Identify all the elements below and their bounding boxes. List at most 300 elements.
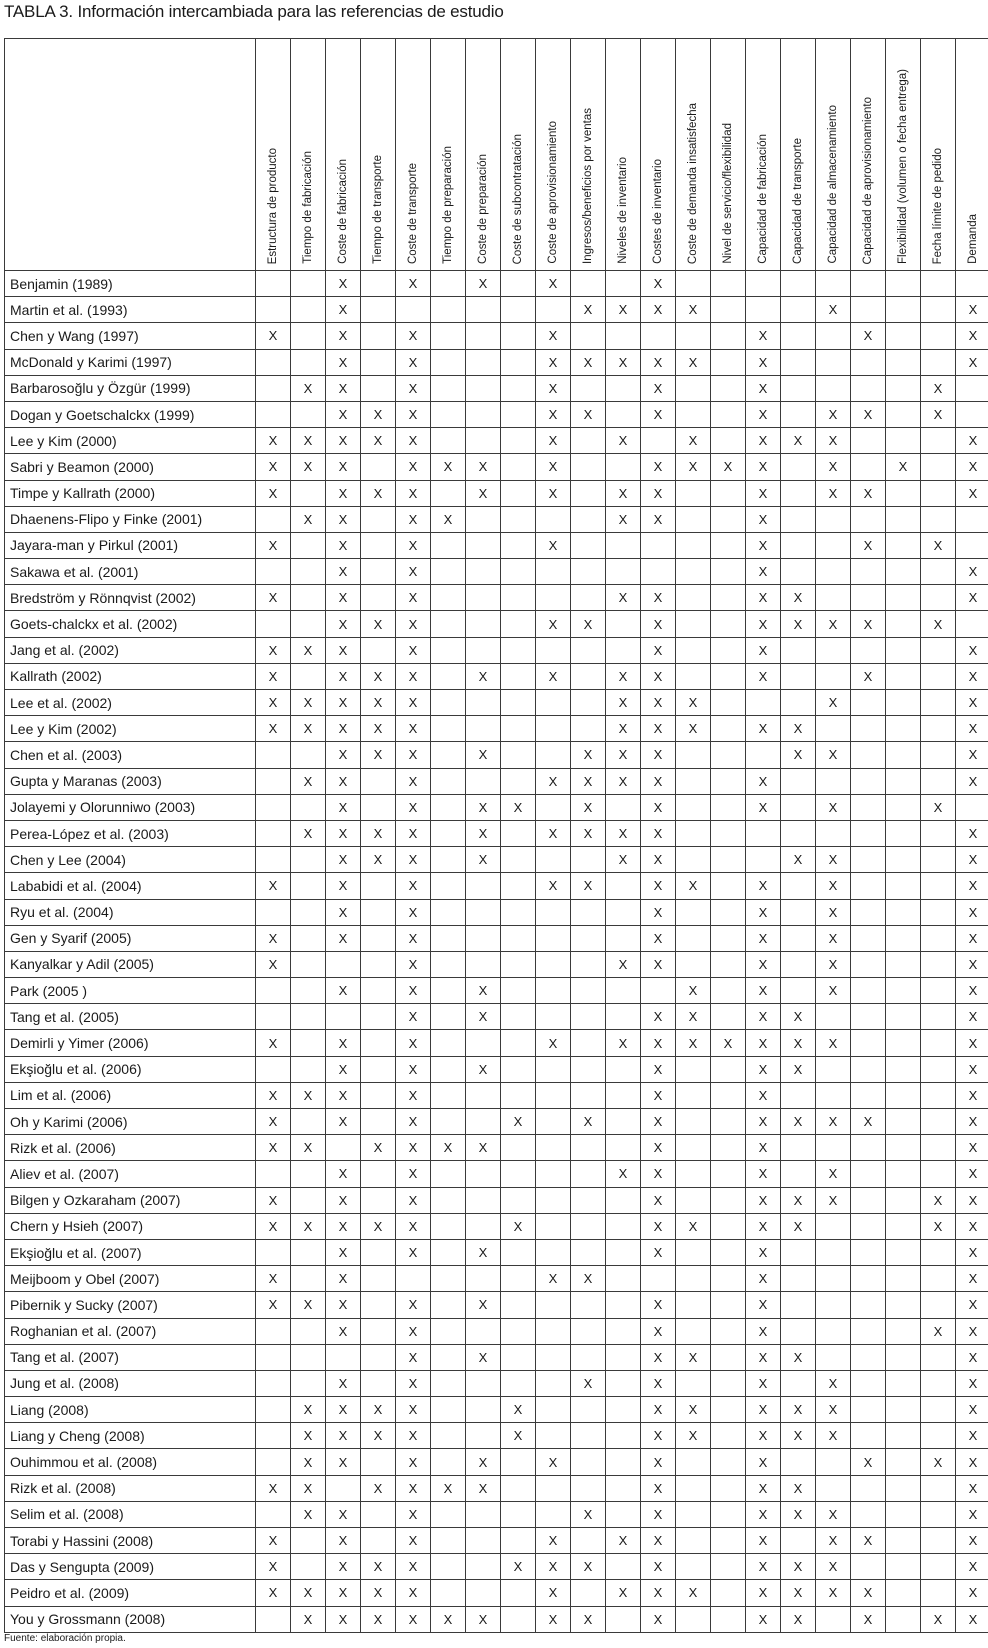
mark-cell (571, 1239, 606, 1265)
mark-cell: X (291, 1501, 326, 1527)
mark-cell (291, 1004, 326, 1030)
mark-cell (851, 1501, 886, 1527)
mark-cell (536, 690, 571, 716)
mark-cell: X (326, 1528, 361, 1554)
mark-cell: X (676, 349, 711, 375)
mark-cell (501, 1528, 536, 1554)
mark-cell (606, 1004, 641, 1030)
table-row (5, 794, 988, 820)
mark-cell (571, 716, 606, 742)
mark-cell (921, 1004, 956, 1030)
mark-cell (536, 1187, 571, 1213)
mark-cell: X (326, 1213, 361, 1239)
mark-cell (571, 1187, 606, 1213)
mark-cell (781, 480, 816, 506)
reference-name: Rizk et al. (2008) (5, 1475, 256, 1501)
mark-cell (816, 1213, 851, 1239)
mark-cell (291, 1161, 326, 1187)
mark-cell: X (396, 637, 431, 663)
mark-cell: X (781, 1423, 816, 1449)
mark-cell (711, 1397, 746, 1423)
mark-cell: X (256, 1528, 291, 1554)
mark-cell (501, 323, 536, 349)
mark-cell (501, 428, 536, 454)
mark-cell (431, 1397, 466, 1423)
mark-cell: X (256, 637, 291, 663)
mark-cell (571, 1004, 606, 1030)
mark-cell (571, 1580, 606, 1606)
mark-cell: X (396, 271, 431, 297)
mark-cell (851, 1004, 886, 1030)
mark-cell (431, 1528, 466, 1554)
reference-name: Roghanian et al. (2007) (5, 1318, 256, 1344)
mark-cell (606, 611, 641, 637)
mark-cell: X (641, 375, 676, 401)
mark-cell (536, 506, 571, 532)
mark-cell (606, 1423, 641, 1449)
mark-cell: X (291, 506, 326, 532)
mark-cell (886, 349, 921, 375)
mark-cell: X (641, 1580, 676, 1606)
mark-cell: X (396, 716, 431, 742)
mark-cell (291, 899, 326, 925)
mark-cell: X (956, 873, 988, 899)
mark-cell (291, 742, 326, 768)
mark-cell (886, 1580, 921, 1606)
mark-cell: X (396, 1554, 431, 1580)
mark-cell: X (956, 1187, 988, 1213)
mark-cell (851, 1423, 886, 1449)
mark-cell (361, 532, 396, 558)
mark-cell (711, 1056, 746, 1082)
mark-cell: X (781, 1187, 816, 1213)
mark-cell (711, 1292, 746, 1318)
mark-cell (466, 559, 501, 585)
mark-cell (711, 1318, 746, 1344)
mark-cell: X (396, 375, 431, 401)
reference-name: Liang y Cheng (2008) (5, 1423, 256, 1449)
mark-cell (921, 1370, 956, 1396)
mark-cell (886, 1082, 921, 1108)
mark-cell: X (396, 1606, 431, 1632)
mark-cell (886, 899, 921, 925)
mark-cell (676, 532, 711, 558)
mark-cell: X (326, 742, 361, 768)
mark-cell (886, 742, 921, 768)
mark-cell: X (641, 847, 676, 873)
mark-cell (676, 1135, 711, 1161)
mark-cell: X (816, 742, 851, 768)
mark-cell (431, 349, 466, 375)
mark-cell: X (606, 663, 641, 689)
column-header-label: Fecha límite de pedido (932, 147, 944, 264)
mark-cell: X (746, 873, 781, 899)
mark-cell (291, 978, 326, 1004)
mark-cell (501, 532, 536, 558)
mark-cell (711, 820, 746, 846)
reference-name: Perea-López et al. (2003) (5, 820, 256, 846)
mark-cell: X (361, 690, 396, 716)
mark-cell: X (326, 585, 361, 611)
table-row (5, 1318, 988, 1344)
mark-cell (291, 559, 326, 585)
mark-cell (921, 1056, 956, 1082)
mark-cell: X (851, 611, 886, 637)
mark-cell: X (956, 1082, 988, 1108)
mark-cell: X (711, 1030, 746, 1056)
mark-cell: X (396, 873, 431, 899)
mark-cell: X (641, 1135, 676, 1161)
mark-cell (641, 428, 676, 454)
mark-cell: X (781, 1397, 816, 1423)
table-row (5, 899, 988, 925)
mark-cell: X (641, 820, 676, 846)
mark-cell (781, 925, 816, 951)
mark-cell: X (326, 297, 361, 323)
mark-cell: X (956, 637, 988, 663)
mark-cell (466, 532, 501, 558)
mark-cell (536, 1475, 571, 1501)
reference-name: Ouhimmou et al. (2008) (5, 1449, 256, 1475)
mark-cell: X (746, 401, 781, 427)
mark-cell: X (361, 1580, 396, 1606)
reference-name: Oh y Karimi (2006) (5, 1109, 256, 1135)
mark-cell: X (956, 847, 988, 873)
mark-cell (606, 1239, 641, 1265)
mark-cell: X (956, 951, 988, 977)
mark-cell: X (291, 820, 326, 846)
mark-cell: X (396, 794, 431, 820)
mark-cell: X (956, 742, 988, 768)
mark-cell (676, 559, 711, 585)
mark-cell: X (256, 1109, 291, 1135)
mark-cell: X (291, 454, 326, 480)
mark-cell: X (641, 637, 676, 663)
mark-cell: X (746, 1423, 781, 1449)
mark-cell (711, 506, 746, 532)
mark-cell (851, 690, 886, 716)
mark-cell (256, 375, 291, 401)
mark-cell (361, 1109, 396, 1135)
mark-cell (956, 532, 988, 558)
table-row (5, 1449, 988, 1475)
reference-name: Lim et al. (2006) (5, 1082, 256, 1108)
mark-cell: X (641, 1528, 676, 1554)
table-row (5, 1580, 988, 1606)
mark-cell: X (816, 428, 851, 454)
mark-cell: X (466, 1135, 501, 1161)
column-header (501, 39, 536, 271)
mark-cell: X (606, 428, 641, 454)
mark-cell (501, 663, 536, 689)
mark-cell (256, 978, 291, 1004)
mark-cell (781, 768, 816, 794)
mark-cell: X (326, 1423, 361, 1449)
mark-cell (501, 271, 536, 297)
mark-cell: X (746, 899, 781, 925)
mark-cell (361, 375, 396, 401)
mark-cell (501, 951, 536, 977)
mark-cell (606, 978, 641, 1004)
mark-cell: X (851, 1528, 886, 1554)
column-header-label: Capacidad de transporte (792, 138, 804, 264)
mark-cell (676, 663, 711, 689)
mark-cell (886, 1370, 921, 1396)
mark-cell (781, 1449, 816, 1475)
mark-cell (606, 1213, 641, 1239)
mark-cell (501, 1187, 536, 1213)
mark-cell (781, 690, 816, 716)
mark-cell: X (641, 349, 676, 375)
mark-cell: X (641, 401, 676, 427)
mark-cell (886, 1239, 921, 1265)
mark-cell (466, 401, 501, 427)
mark-cell: X (746, 1580, 781, 1606)
mark-cell: X (781, 1606, 816, 1632)
mark-cell: X (536, 454, 571, 480)
mark-cell (361, 1501, 396, 1527)
mark-cell (606, 1109, 641, 1135)
mark-cell (536, 1161, 571, 1187)
mark-cell (886, 506, 921, 532)
mark-cell (291, 1344, 326, 1370)
mark-cell (781, 506, 816, 532)
column-header-label: Capacidad de aprovisionamiento (862, 96, 874, 264)
mark-cell (816, 375, 851, 401)
mark-cell (676, 899, 711, 925)
mark-cell: X (536, 375, 571, 401)
mark-cell (851, 297, 886, 323)
mark-cell: X (676, 716, 711, 742)
mark-cell (536, 1135, 571, 1161)
table-row (5, 271, 988, 297)
mark-cell: X (956, 1135, 988, 1161)
mark-cell (851, 428, 886, 454)
reference-name: Barbarosoğlu y Özgür (1999) (5, 375, 256, 401)
mark-cell (921, 428, 956, 454)
mark-cell (431, 873, 466, 899)
table-row (5, 480, 988, 506)
mark-cell (711, 480, 746, 506)
mark-cell: X (746, 428, 781, 454)
mark-cell (536, 297, 571, 323)
mark-cell (886, 1292, 921, 1318)
mark-cell (361, 506, 396, 532)
mark-cell (431, 428, 466, 454)
mark-cell (921, 559, 956, 585)
mark-cell (536, 1004, 571, 1030)
mark-cell: X (256, 1266, 291, 1292)
mark-cell (536, 559, 571, 585)
mark-cell: X (291, 1292, 326, 1318)
mark-cell: X (606, 690, 641, 716)
mark-cell: X (746, 1213, 781, 1239)
mark-cell (256, 1449, 291, 1475)
mark-cell (361, 1266, 396, 1292)
mark-cell (536, 847, 571, 873)
mark-cell (431, 375, 466, 401)
mark-cell: X (466, 820, 501, 846)
mark-cell (571, 428, 606, 454)
mark-cell: X (641, 1370, 676, 1396)
mark-cell: X (816, 899, 851, 925)
mark-cell: X (956, 585, 988, 611)
mark-cell: X (746, 1239, 781, 1265)
table-row (5, 1082, 988, 1108)
mark-cell: X (606, 297, 641, 323)
mark-cell: X (676, 1423, 711, 1449)
mark-cell: X (326, 1370, 361, 1396)
mark-cell (641, 532, 676, 558)
mark-cell (886, 585, 921, 611)
mark-cell: X (641, 1082, 676, 1108)
mark-cell (711, 349, 746, 375)
mark-cell (781, 454, 816, 480)
mark-cell (466, 1213, 501, 1239)
mark-cell (816, 637, 851, 663)
mark-cell (501, 1030, 536, 1056)
table-row (5, 1344, 988, 1370)
mark-cell (886, 847, 921, 873)
mark-cell: X (536, 1580, 571, 1606)
mark-cell: X (746, 1606, 781, 1632)
mark-cell: X (851, 1580, 886, 1606)
mark-cell (571, 1397, 606, 1423)
mark-cell (571, 1475, 606, 1501)
table-row (5, 925, 988, 951)
mark-cell (816, 532, 851, 558)
mark-cell (781, 271, 816, 297)
column-header (711, 39, 746, 271)
mark-cell (256, 611, 291, 637)
mark-cell: X (396, 480, 431, 506)
mark-cell (781, 1318, 816, 1344)
mark-cell (536, 899, 571, 925)
reference-name: Gen y Syarif (2005) (5, 925, 256, 951)
mark-cell: X (256, 585, 291, 611)
mark-cell (326, 1004, 361, 1030)
mark-cell (431, 663, 466, 689)
column-header-label: Demanda (967, 214, 979, 264)
mark-cell: X (571, 1554, 606, 1580)
mark-cell: X (746, 1056, 781, 1082)
table-row (5, 532, 988, 558)
mark-cell (641, 323, 676, 349)
mark-cell (571, 847, 606, 873)
mark-cell (571, 585, 606, 611)
mark-cell (291, 401, 326, 427)
header-row (5, 39, 988, 271)
mark-cell (921, 978, 956, 1004)
mark-cell (466, 1082, 501, 1108)
mark-cell (606, 1606, 641, 1632)
mark-cell (921, 271, 956, 297)
mark-cell (851, 1161, 886, 1187)
mark-cell: X (746, 1501, 781, 1527)
mark-cell: X (641, 663, 676, 689)
reference-name: Park (2005 ) (5, 978, 256, 1004)
mark-cell (886, 768, 921, 794)
mark-cell (466, 349, 501, 375)
mark-cell (956, 401, 988, 427)
mark-cell: X (746, 1397, 781, 1423)
mark-cell: X (746, 925, 781, 951)
mark-cell (466, 585, 501, 611)
mark-cell (676, 847, 711, 873)
mark-cell: X (606, 480, 641, 506)
mark-cell (361, 1528, 396, 1554)
mark-cell: X (746, 978, 781, 1004)
mark-cell (256, 401, 291, 427)
column-header (431, 39, 466, 271)
mark-cell (431, 768, 466, 794)
reference-name: Tang et al. (2007) (5, 1344, 256, 1370)
mark-cell: X (361, 611, 396, 637)
mark-cell (676, 323, 711, 349)
mark-cell: X (781, 1213, 816, 1239)
mark-cell: X (326, 847, 361, 873)
mark-cell: X (326, 1580, 361, 1606)
reference-name: McDonald y Karimi (1997) (5, 349, 256, 375)
mark-cell (606, 271, 641, 297)
mark-cell: X (676, 690, 711, 716)
mark-cell (466, 1397, 501, 1423)
mark-cell (781, 794, 816, 820)
mark-cell: X (676, 1004, 711, 1030)
mark-cell (291, 951, 326, 977)
mark-cell (606, 1449, 641, 1475)
table-row (5, 978, 988, 1004)
mark-cell: X (326, 532, 361, 558)
mark-cell: X (466, 271, 501, 297)
mark-cell: X (396, 951, 431, 977)
table-row (5, 1213, 988, 1239)
mark-cell (431, 585, 466, 611)
mark-cell: X (641, 454, 676, 480)
mark-cell (501, 768, 536, 794)
mark-cell (501, 506, 536, 532)
mark-cell: X (816, 1397, 851, 1423)
mark-cell (921, 585, 956, 611)
mark-cell: X (571, 768, 606, 794)
mark-cell: X (536, 323, 571, 349)
mark-cell: X (641, 742, 676, 768)
column-header-label: Niveles de inventario (617, 157, 629, 264)
mark-cell (886, 716, 921, 742)
mark-cell (921, 899, 956, 925)
mark-cell: X (676, 1213, 711, 1239)
mark-cell: X (431, 1606, 466, 1632)
mark-cell (641, 559, 676, 585)
mark-cell (256, 1397, 291, 1423)
mark-cell: X (641, 1056, 676, 1082)
mark-cell (466, 1528, 501, 1554)
mark-cell: X (571, 401, 606, 427)
table-row (5, 716, 988, 742)
mark-cell: X (396, 978, 431, 1004)
mark-cell: X (676, 1397, 711, 1423)
mark-cell: X (256, 1292, 291, 1318)
reference-name: Jang et al. (2002) (5, 637, 256, 663)
mark-cell (291, 297, 326, 323)
mark-cell (466, 506, 501, 532)
mark-cell: X (781, 847, 816, 873)
mark-cell (571, 899, 606, 925)
mark-cell (431, 820, 466, 846)
mark-cell (466, 1187, 501, 1213)
mark-cell (886, 925, 921, 951)
mark-cell (536, 637, 571, 663)
